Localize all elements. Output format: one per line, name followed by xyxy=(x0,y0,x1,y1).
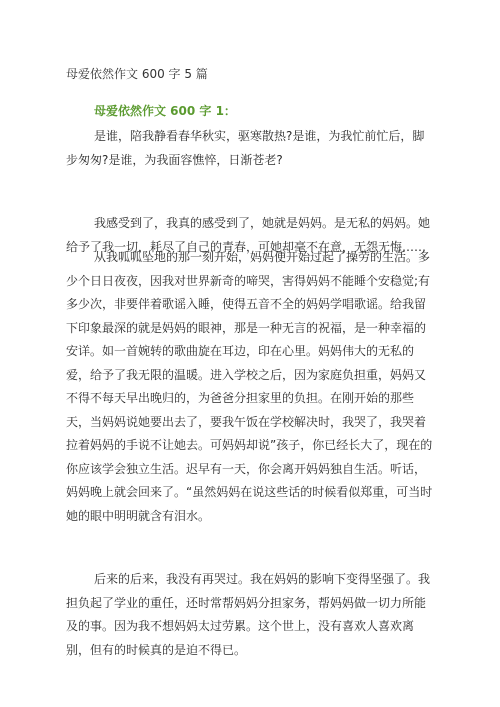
paragraph-2: 我感受到了，我真的感受到了，她就是妈妈。是无私的妈妈。她给予了我一切，耗尽了自己的青春，可她却毫不在意，无怨无悔…… xyxy=(66,216,431,254)
paragraph-4: 后来的后来，我没有再哭过。我在妈妈的影响下变得坚强了。我担负起了学业的重任，还时常帮妈妈分担家务，帮妈妈做一切力所能及的事。因为我不想妈妈太过劳累。这个世上，没有喜欢人喜欢离别，但有的时候真的是迫不得已。 xyxy=(66,572,431,657)
paragraph-3: 从我呱呱坠地的那一刻开始，妈妈便开始过起了操劳的生活。多少个日日夜夜，因我对世界新奇的啼哭，害得妈妈不能睡个安稳觉;有多少次，非要伴着歌谣入睡，使得五音不全的妈妈学唱歌谣。给我留下印象最深的就是妈妈的眼神，那是一种无言的祝福，是一种幸福的安详。如一首婉转的歌曲旋在耳边，印在心里。妈妈伟大的无私的爱，给予了我无限的温暖。进入学校之后，因为家庭负担重，妈妈又不得不每天早出晚归的，为爸爸分担家里的负担。在刚开始的那些天，当妈妈说她要出去了，要我午饭在学校解决时，我哭了，我哭着拉着妈妈的手说不让她去。可妈妈却说”孩子，你已经长大了，现在的你应该学会独立生活。迟早有一天，你会离开妈妈独自生活。听话，妈妈晚上就会回来了。“虽然妈妈在说这些话的时候看似郑重，可当时她的眼中明明就含有泪水。 xyxy=(66,250,433,523)
section-heading: 母爱依然作文 600 字 1： xyxy=(94,104,236,118)
paragraph-1: 是谁，陪我静看春华秋实，驱寒散热?是谁，为我忙前忙后，脚步匆匆?是谁，为我面容憔悴，日渐苍老? xyxy=(66,129,425,167)
document-title: 母爱依然作文 600 字 5 篇 xyxy=(66,67,208,81)
